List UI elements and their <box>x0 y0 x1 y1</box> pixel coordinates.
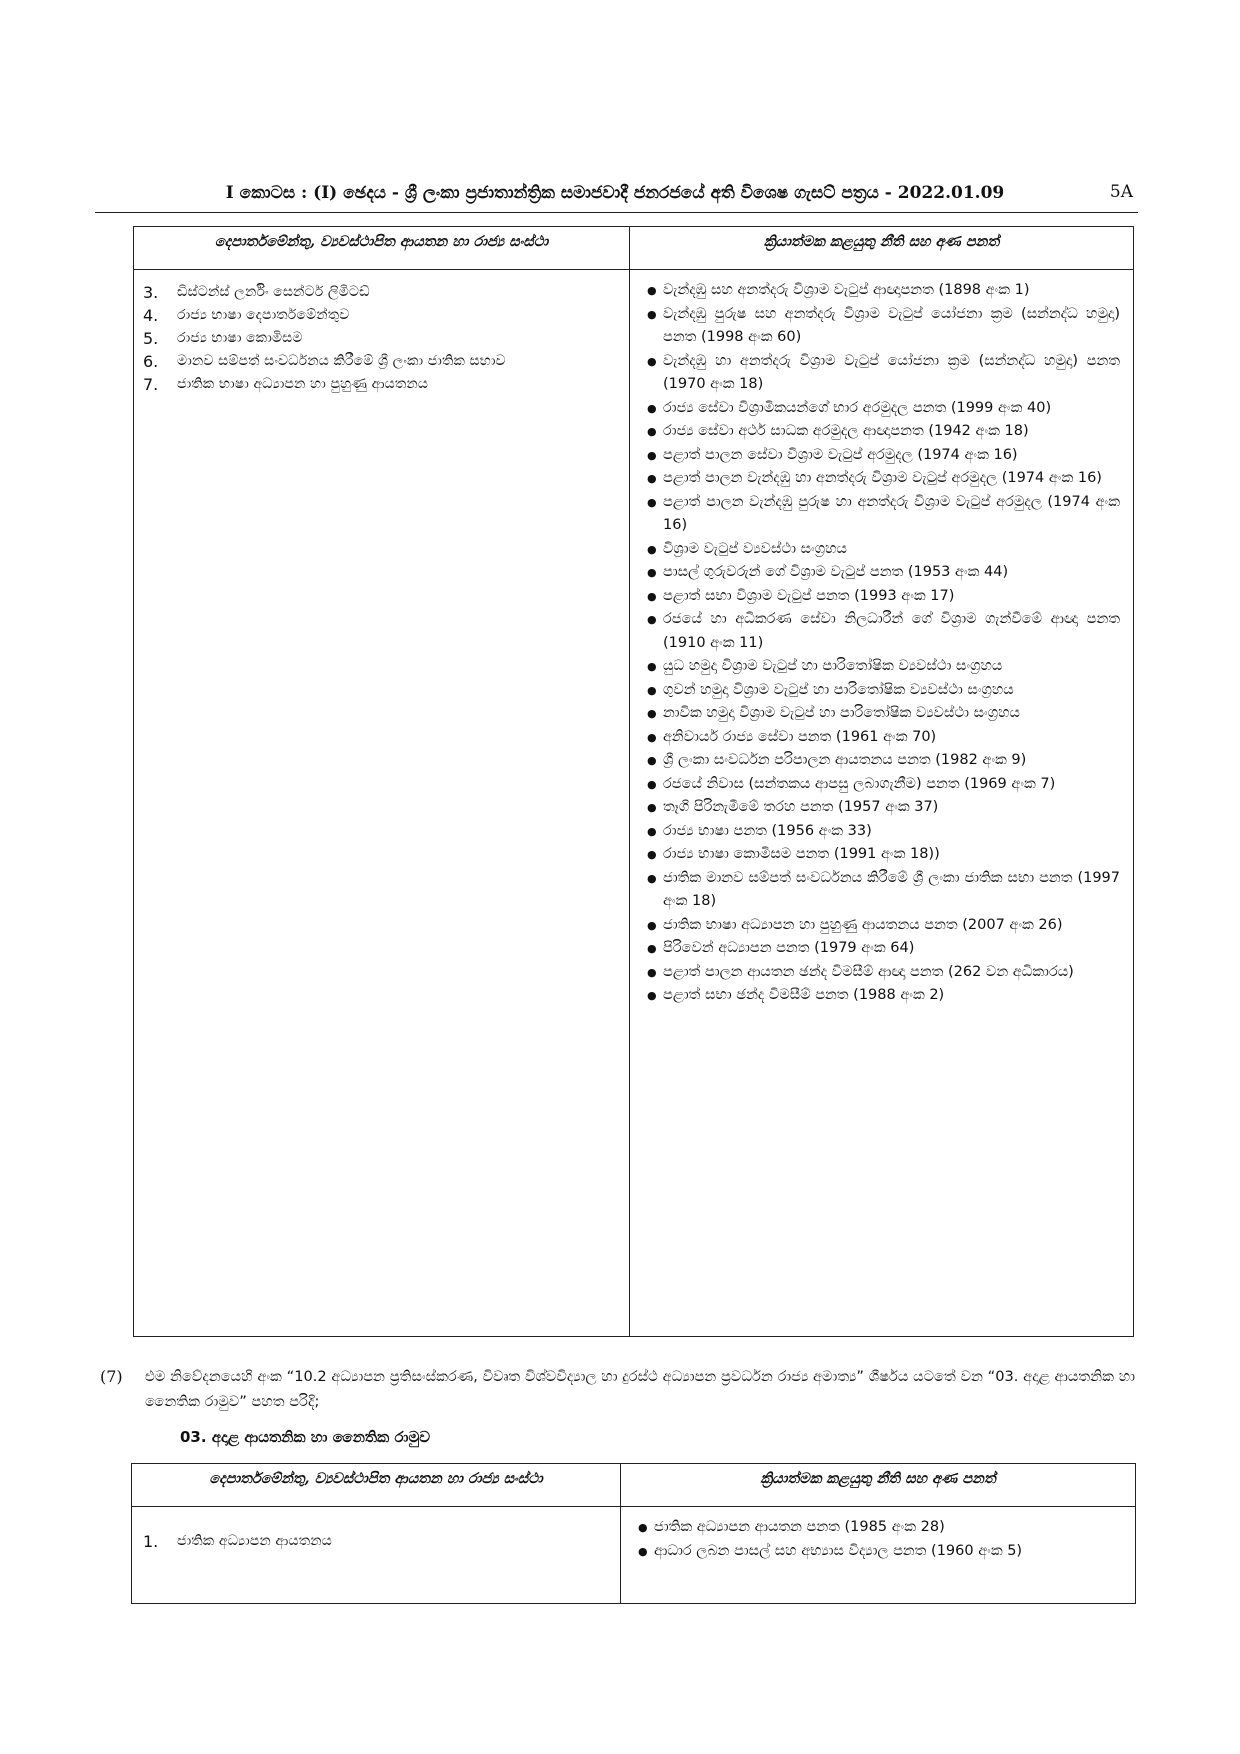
bullet-icon: ● <box>647 918 657 932</box>
list-item: ● ජාතික භාෂා අධ්‍යාපන හා පුහුණු ආයතනය පනත (2007 අංක 26) <box>647 914 1120 938</box>
gazette-header-title: I කොටස : (I) ඡෙදය - ශ්‍රී ලංකා ප්‍රජාතාන්ත්‍රික සමාජවාදී ජනරජයේ අති විශෙෂ ගැසට් පත්‍රය - 2022.01.09 <box>225 183 1005 203</box>
bullet-icon: ● <box>647 425 657 438</box>
bullet-icon: ● <box>647 613 657 626</box>
bullet-icon: ● <box>647 354 657 368</box>
header-rule <box>95 212 1138 213</box>
bullet-icon: ● <box>647 683 657 697</box>
list-item: ● ගුවන් හමුදා විශ්‍රාම වැටුප් හා පාරිතෝෂික ව්‍යවස්ථා සංග්‍රහය <box>647 679 1120 703</box>
bullet-icon: ● <box>638 1544 648 1558</box>
list-item: 3. ඩිස්ටන්ස් ලර්නිං සෙන්ටර් ලිමිටඩ් <box>143 283 370 302</box>
list-item: 1. ජාතික අධ්‍යාපන ආයතනය <box>143 1532 332 1551</box>
list-item: ● රාජ්‍ය භාෂා කොමිසම පනත (1991 අංක 18)) <box>647 843 1120 867</box>
list-item: ● පළාත් සභා විශ්‍රාම වැටුප් පනත (1993 අංක 17) <box>647 585 1120 609</box>
list-item: ● පළාත් පාලන වැන්දඹු පුරුෂ හා අනත්දරු විශ්‍රාම වැටුප් අරමුදල (1974 අංක 16) <box>647 491 1120 538</box>
list-item: ● වැන්දඹු පුරුෂ සහ අනත්දරු විශ්‍රාම වැටුප් යෝජනා ක්‍රම (සන්නද්ධ හමුදා) පනත (1998 අංක 60) <box>647 303 1120 350</box>
paragraph-7 <box>100 1364 1135 1414</box>
list-item: ● පිරිවෙන් අධ්‍යාපන පනත (1979 අංක 64) <box>647 937 1120 961</box>
institutions-laws-table <box>133 226 1134 1337</box>
list-item: ● පළාත් පාලන සේවා විශ්‍රාම වැටුප් අරමුදල (1974 අංක 16) <box>647 444 1120 468</box>
page-number: 5A <box>1109 182 1133 202</box>
list-item: ● පාසල් ගුරුවරුන් ගේ විශ්‍රාම වැටුප් පනත (1953 අංක 44) <box>647 561 1120 585</box>
list-item: ● ආධාර ලබන පාසල් සහ අභ්‍යාස විද්‍යාල පනත (1960 අංක 5) <box>638 1540 1122 1564</box>
bullet-icon: ● <box>647 965 657 979</box>
bullet-icon: ● <box>647 942 657 955</box>
list-item: ● රාජ්‍ය සේවා අර්ථ සාධක අරමුදල ආඥාපනත (1942 අංක 18) <box>647 420 1120 444</box>
table1-col2-header: ක්‍රියාත්මක කළයුතු නීති සහ අණ පනත් <box>630 227 1134 270</box>
list-item: ● ජාතික අධ්‍යාපන ආයතන පනත (1985 අංක 28) <box>638 1516 1122 1540</box>
bullet-icon: ● <box>647 307 657 321</box>
bullet-icon: ● <box>647 777 657 791</box>
bullet-icon: ● <box>647 472 657 485</box>
laws-list <box>631 271 1132 1008</box>
bullet-icon: ● <box>647 589 657 603</box>
list-item: ● නාවික හමුදා විශ්‍රාම වැටුප් හා පාරිතෝෂික ව්‍යවස්ථා සංග්‍රහය <box>647 702 1120 726</box>
bullet-icon: ● <box>647 566 657 579</box>
bullet-icon: ● <box>647 660 657 673</box>
bullet-icon: ● <box>647 542 657 556</box>
institutions-list <box>135 271 628 396</box>
list-item: ● රජයේ නිවාස (සන්තකය ආපසු ලබාගැනීම) පනත (1969 අංක 7) <box>647 773 1120 797</box>
bullet-icon: ● <box>647 801 657 814</box>
bullet-icon: ● <box>647 707 657 720</box>
institutional-framework-table <box>131 1463 1136 1604</box>
list-item: ● යුධ හමුදා විශ්‍රාම වැටුප් හා පාරිතෝෂික ව්‍යවස්ථා සංග්‍රහය <box>647 655 1120 679</box>
list-item: 5. රාජ්‍ය භාෂා කොමිසම <box>143 329 303 348</box>
bullet-icon: ● <box>647 871 657 885</box>
list-item: ● තෑගි පිරිනැමීමේ තරහ පනත (1957 අංක 37) <box>647 796 1120 820</box>
list-item: 7. ජාතික භාෂා අධ්‍යාපන හා පුහුණු ආයතනය <box>143 375 429 394</box>
table2-institutions-cell <box>132 1507 621 1604</box>
bullet-icon: ● <box>647 448 657 462</box>
bullet-icon: ● <box>647 495 657 509</box>
paragraph-text: එම නිවේදනයෙහි අංක “10.2 අධ්‍යාපන ප්‍රතිසංස්කරණ, විවෘත විශ්වවිද්‍යාල හා දුරස්ථ අධ්‍යාපන ප්‍රවර්ධන රාජ්‍ය අමාත්‍ය” ශීර්ෂය යටතේ වන “03. අදාළ ආයතනික හා නෛතික රාමුව” පහත පරිදි; <box>145 1368 1135 1410</box>
table2-laws-cell <box>621 1507 1136 1604</box>
table1-laws-cell <box>630 270 1134 1337</box>
bullet-icon: ● <box>647 401 657 415</box>
list-item: ● වැන්දඹු සහ අනත්දරු විශ්‍රාම වැටුප් ආඥාපනත (1898 අංක 1) <box>647 279 1120 303</box>
list-item: 6. මානව සම්පත් සංවර්ධනය කිරීමේ ශ්‍රී ලංකා ජාතික සභාව <box>143 352 506 371</box>
page-header <box>95 178 1135 208</box>
list-item: ● රාජ්‍ය සේවා විශ්‍රාමිකයන්ගේ භාර අරමුදල පනත (1999 අංක 40) <box>647 397 1120 421</box>
bullet-icon: ● <box>647 848 657 861</box>
section-title: 03. අදාළ ආයතනික හා නෛතික රාමුව <box>180 1428 431 1446</box>
list-item: ● රජයේ හා අධිකරණ සේවා නිලධාරීන් ගේ විශ්‍රාම ගැන්වීමේ ආඥා පනත (1910 අංක 11) <box>647 608 1120 655</box>
list-item: ● ශ්‍රී ලංකා සංවර්ධන පරිපාලන ආයතනය පනත (1982 අංක 9) <box>647 749 1120 773</box>
laws-list <box>622 1508 1134 1563</box>
table1-col1-header: දෙපාර්තමේන්තු, ව්‍යවස්ථාපිත ආයතන හා රාජ්‍ය සංස්ථා <box>134 227 630 270</box>
bullet-icon: ● <box>647 730 657 744</box>
table1-institutions-cell <box>134 270 630 1337</box>
list-item: ● විශ්‍රාම වැටුප් ව්‍යවස්ථා සංග්‍රහය <box>647 538 1120 562</box>
list-item: ● පළාත් සභා ඡන්ද විමසීම් පනත (1988 අංක 2) <box>647 984 1120 1008</box>
list-item: ● පළාත් පාලන ආයතන ඡන්ද විමසීම් ආඥා පනත (262 වන අධිකාරය) <box>647 961 1120 985</box>
list-item: ● පළාත් පාලන වැන්දඹු හා අනත්දරු විශ්‍රාම වැටුප් අරමුදල (1974 අංක 16) <box>647 467 1120 491</box>
paragraph-number: (7) <box>100 1367 123 1386</box>
list-item: ● රාජ්‍ය භාෂා පනත (1956 අංක 33) <box>647 820 1120 844</box>
list-item: ● අනිවාර්ය රාජ්‍ය සේවා පනත (1961 අංක 70) <box>647 726 1120 750</box>
bullet-icon: ● <box>638 1521 648 1534</box>
institutions-list <box>133 1508 619 1553</box>
list-item: ● වැන්දඹු හා අනත්දරු විශ්‍රාම වැටුප් යෝජනා ක්‍රම (සන්නද්ධ හමුදා) පනත (1970 අංක 18) <box>647 350 1120 397</box>
list-item: 4. රාජ්‍ය භාෂා දෙපාර්තමේන්තුව <box>143 306 350 325</box>
table2-col2-header: ක්‍රියාත්මක කළයුතු නීති සහ අණ පනත් <box>621 1464 1136 1507</box>
bullet-icon: ● <box>647 284 657 297</box>
bullet-icon: ● <box>647 754 657 767</box>
list-item: ● ජාතික මානව සම්පත් සංවර්ධනය කිරීමේ ශ්‍රී ලංකා ජාතික සභා පනත (1997 අංක 18) <box>647 867 1120 914</box>
table2-col1-header: දෙපාර්තමේන්තු, ව්‍යවස්ථාපිත ආයතන හා රාජ්‍ය සංස්ථා <box>132 1464 621 1507</box>
bullet-icon: ● <box>647 824 657 838</box>
bullet-icon: ● <box>647 989 657 1002</box>
